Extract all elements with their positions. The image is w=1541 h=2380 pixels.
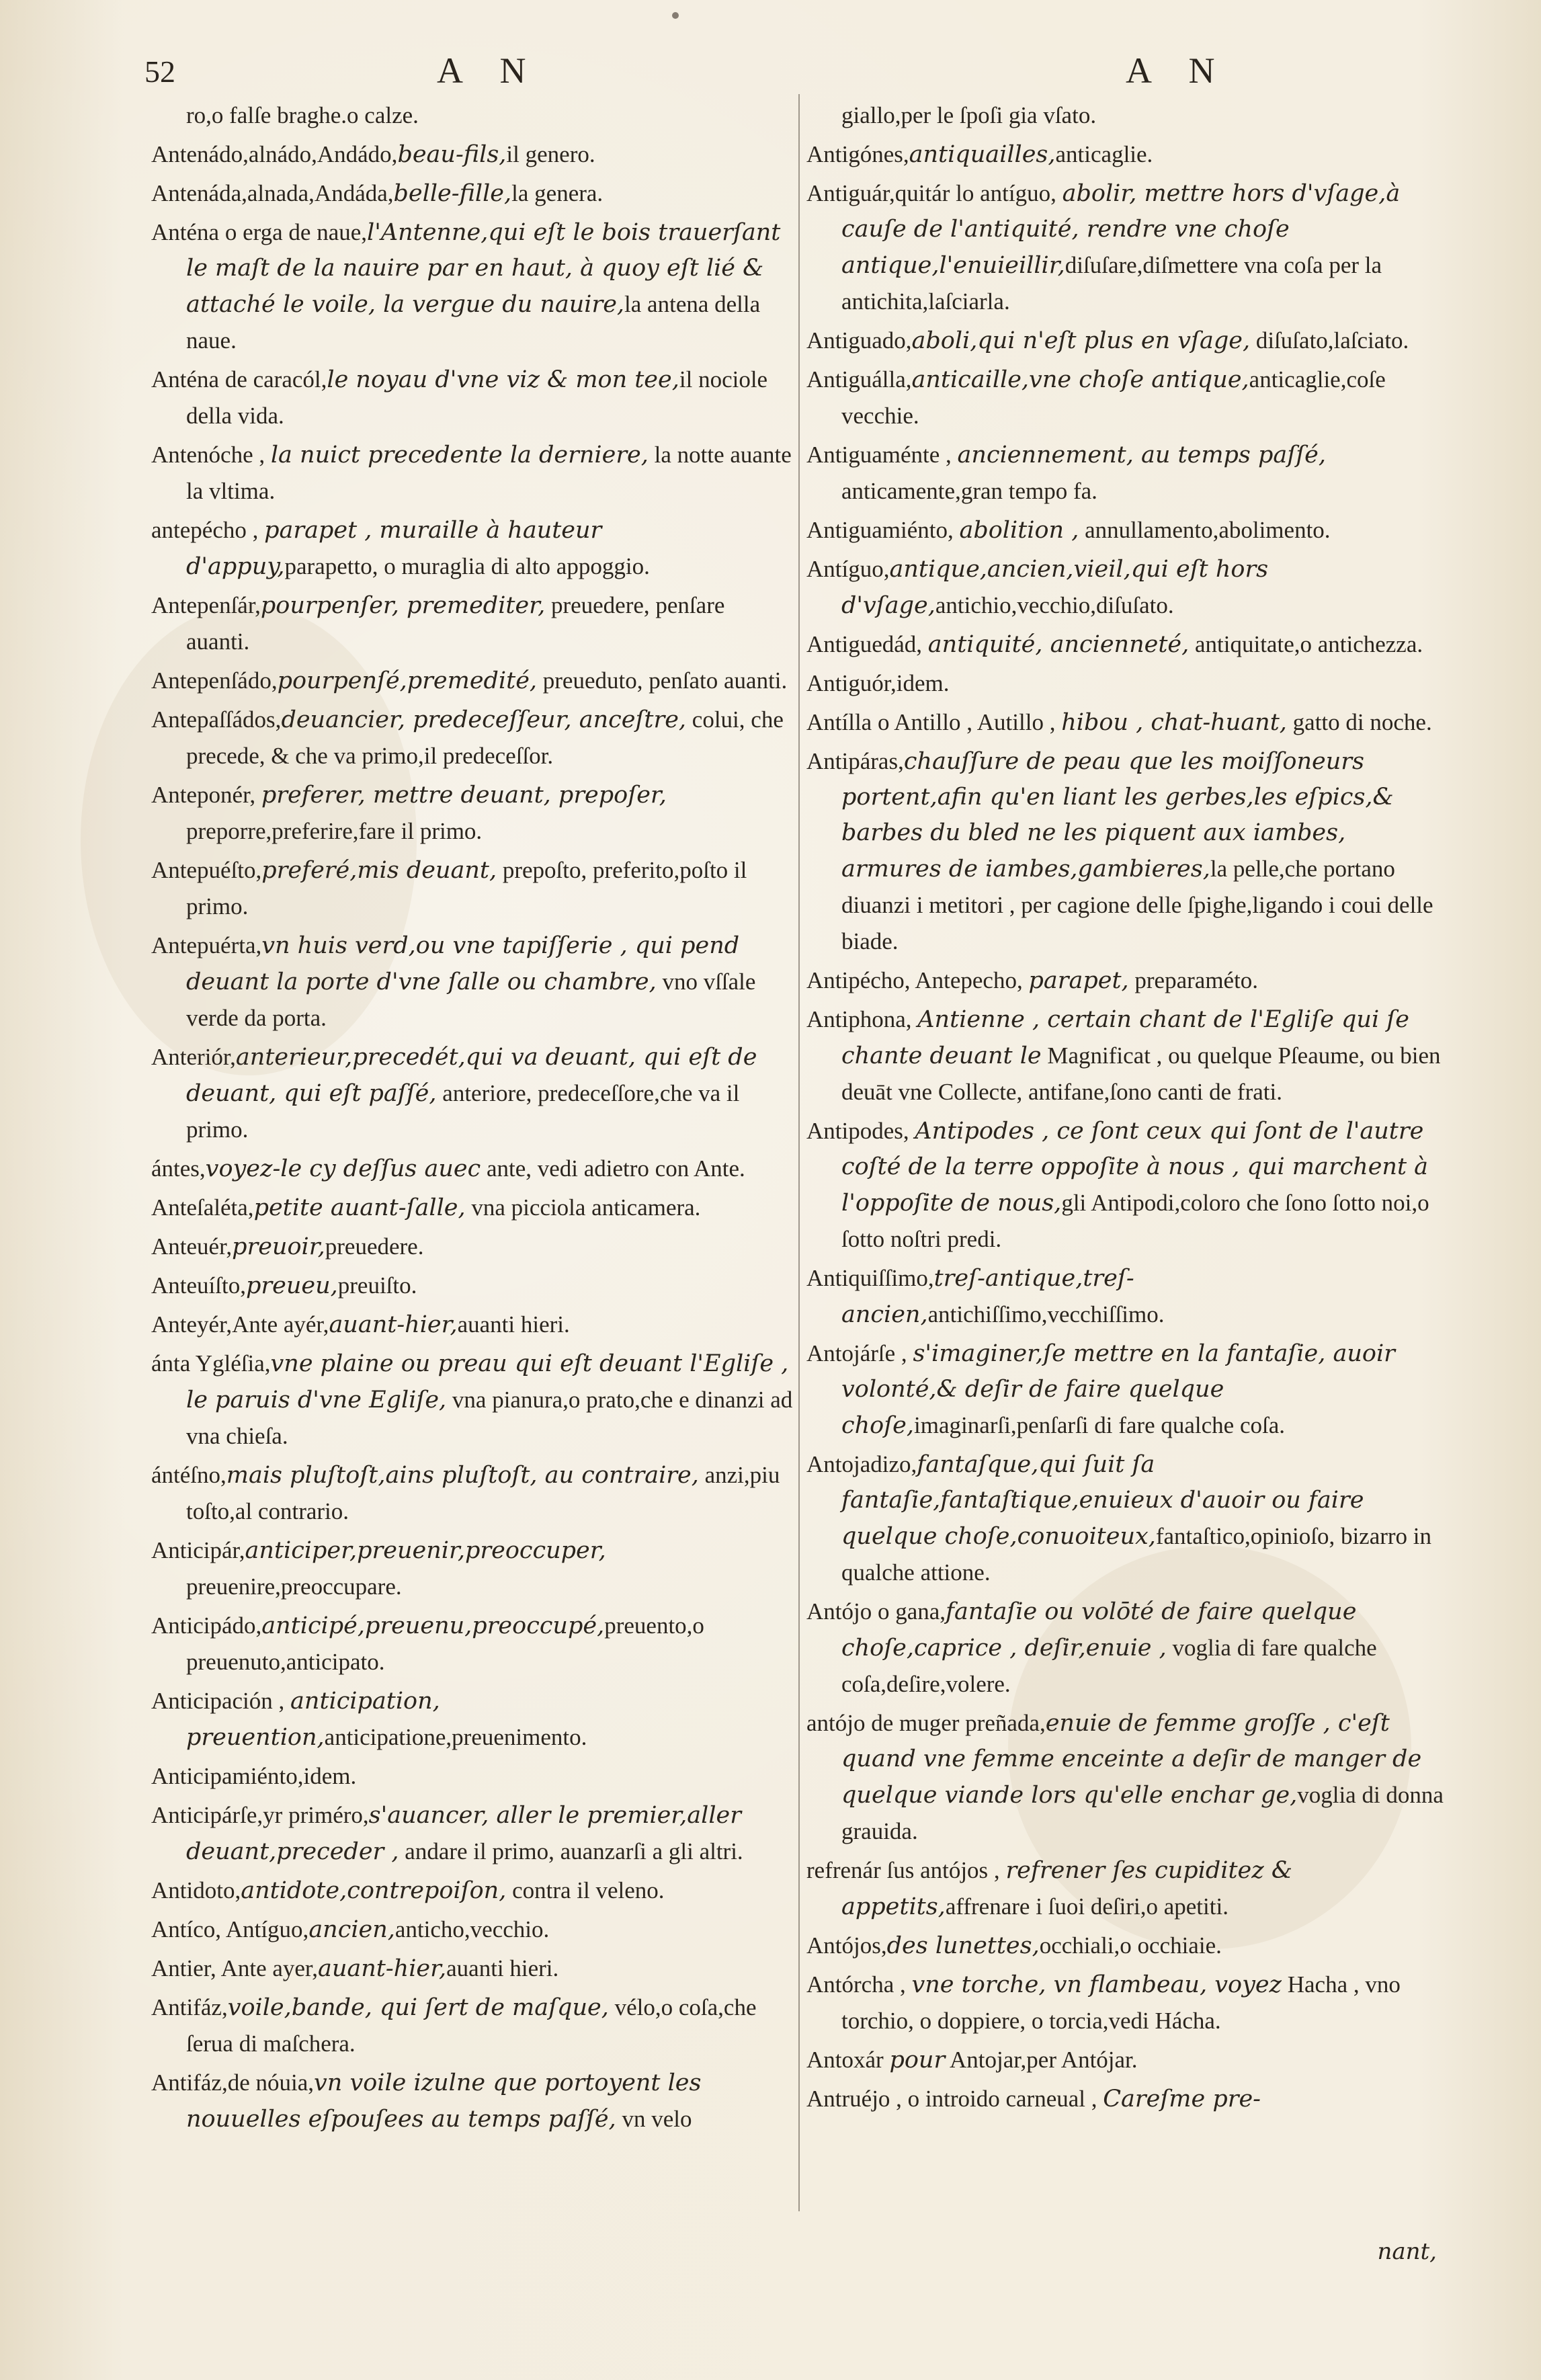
- italian-gloss: andare il primo, auanzarſi a gli altri.: [399, 1838, 743, 1864]
- headword: Antepenſár,: [151, 592, 261, 618]
- french-gloss: anticiper,preuenir,preoccuper,: [245, 1537, 606, 1564]
- italian-gloss: annullamento,abolimento.: [1079, 517, 1331, 543]
- french-gloss: Careſme pre-: [1103, 2086, 1261, 2112]
- italian-gloss: anzi,piu toſto,al contrario.: [186, 1462, 780, 1524]
- page-number: 52: [144, 54, 175, 89]
- french-gloss: s'auancer, aller le premier,aller deuant,preceder ,: [186, 1802, 742, 1865]
- dictionary-entry: [151, 1989, 793, 2062]
- headword: Antigónes,: [806, 141, 909, 167]
- italian-gloss: anticipatione,preuenimento.: [324, 1724, 587, 1750]
- french-gloss: antique,ancien,vieil,qui eſt hors d'vſage,: [841, 556, 1269, 619]
- headword: Antruéjo , o introido carneual ,: [806, 2086, 1103, 2112]
- dictionary-entry: [151, 1190, 793, 1226]
- dictionary-entry: [151, 1608, 793, 1680]
- dictionary-entry: [151, 1346, 793, 1454]
- italian-gloss: preuedere.: [325, 1233, 424, 1260]
- french-gloss: parapet , muraille à hauteur d'appuy,: [186, 517, 602, 580]
- dictionary-entry: [151, 852, 793, 925]
- dictionary-entry: [806, 1260, 1452, 1333]
- italian-gloss: diſuſato,laſciato.: [1250, 327, 1409, 354]
- dictionary-entry: [806, 97, 1452, 134]
- italian-gloss: anticamente,gran tempo fa.: [841, 478, 1097, 504]
- headword: Anteyér,Ante ayér,: [151, 1311, 329, 1338]
- italian-gloss: antichiſſimo,vecchiſſimo.: [927, 1301, 1165, 1327]
- french-gloss: Antipodes , ce ſont ceux qui ſont de l'autre coſté de la terre oppoſite à nous , qui marchent à l'oppoſite de nous,: [841, 1118, 1429, 1217]
- dictionary-entry: [806, 626, 1452, 663]
- dictionary-entry: [806, 437, 1452, 509]
- french-gloss: preferer, mettre deuant, prepoſer,: [261, 782, 667, 809]
- french-gloss: des lunettes,: [886, 1932, 1040, 1959]
- italian-gloss: idem.: [303, 1763, 357, 1789]
- italian-gloss: anteriore, predeceſſore,che va il primo.: [186, 1080, 740, 1143]
- headword: ánta Ygléſia,: [151, 1350, 271, 1377]
- french-gloss: fantaſie ou volōté de faire quelque choſe,caprice , deſir,enuie ,: [841, 1598, 1357, 1661]
- french-gloss: vne torche, vn flambeau, voyez: [911, 1971, 1282, 1998]
- french-gloss: fantaſque,qui ſuit ſa fantaſie,fantaſtique,enuieux d'auoir ou faire quelque choſe,conuoiteux,: [841, 1451, 1364, 1550]
- italian-gloss: anticho,vecchio.: [394, 1916, 550, 1942]
- headword: Antenádo,alnádo,Andádo,: [151, 141, 398, 167]
- italian-gloss: la pelle,che portano diuanzi i metitori , per cagione delle ſpighe,ligando i coui delle biade.: [841, 856, 1433, 954]
- french-gloss: pourpenſé,premedité,: [277, 667, 538, 694]
- french-gloss: beau-fils,: [397, 141, 507, 168]
- dictionary-entry: [151, 1151, 793, 1187]
- italian-gloss: vna pianura,o prato,che e dinanzi ad vna chieſa.: [186, 1387, 793, 1449]
- dictionary-entry: [151, 702, 793, 774]
- italian-gloss: vna picciola anticamera.: [465, 1194, 701, 1221]
- italian-gloss: gli Antipodi,coloro che ſono ſotto noi,o ſotto noſtri predi.: [841, 1190, 1429, 1252]
- french-gloss: anticipé,preuenu,preoccupé,: [261, 1612, 605, 1639]
- italian-gloss: giallo,per le ſpoſi gia vſato.: [841, 102, 1097, 128]
- running-head-right: A N: [1126, 50, 1230, 91]
- headword: Antifáz,: [151, 1994, 228, 2020]
- italian-gloss: prepoſto, preferito,poſto il primo.: [186, 857, 747, 919]
- french-gloss: Antienne , certain chant de l'Egliſe qui ſe chante deuant le: [841, 1006, 1409, 1069]
- french-gloss: antiquité, ancienneté,: [927, 631, 1190, 658]
- dictionary-entry: [806, 1001, 1452, 1110]
- dictionary-entry: [806, 1705, 1452, 1850]
- dictionary-entry: [151, 175, 793, 212]
- dictionary-entry: [151, 1758, 793, 1795]
- headword: Antidoto,: [151, 1877, 241, 1903]
- dictionary-entry: [806, 323, 1452, 359]
- dictionary-entry: [806, 1446, 1452, 1591]
- french-gloss: parapet,: [1028, 967, 1129, 994]
- dictionary-entry: [151, 136, 793, 173]
- french-gloss: antidote,contrepoiſon,: [241, 1877, 507, 1904]
- italian-gloss: vélo,o coſa,che ſerua di maſchera.: [186, 1994, 757, 2057]
- italian-gloss: voglia di donna grauida.: [841, 1782, 1444, 1844]
- dictionary-entry: [806, 704, 1452, 741]
- headword: Antiguór,: [806, 670, 897, 696]
- headword: Anticipárſe,yr priméro,: [151, 1802, 369, 1828]
- french-gloss: deuancier, predeceſſeur, anceſtre,: [281, 706, 687, 733]
- italian-gloss: auanti hieri.: [457, 1311, 570, 1338]
- french-gloss: hibou , chat-huant,: [1061, 709, 1287, 736]
- italian-gloss: anticaglie,coſe vecchie.: [841, 366, 1386, 429]
- headword: Antiguár,quitár lo antíguo,: [806, 180, 1063, 206]
- headword: Anténa de caracól,: [151, 366, 327, 393]
- dictionary-entry: [806, 1113, 1452, 1258]
- dictionary-entry: [806, 2042, 1452, 2078]
- headword: refrenár ſus antójos ,: [806, 1857, 1006, 1883]
- italian-gloss: la genera.: [511, 180, 603, 206]
- dictionary-entry: [151, 2065, 793, 2137]
- french-gloss: auant-hier,: [317, 1955, 447, 1982]
- dictionary-entry: [151, 214, 793, 359]
- headword: Anticipación ,: [151, 1688, 291, 1714]
- italian-gloss: preporre,preferire,fare il primo.: [186, 818, 483, 844]
- french-gloss: treſ-antique,treſ-ancien,: [841, 1265, 1134, 1328]
- dictionary-entry: [151, 1951, 793, 1987]
- headword: Antipodes,: [806, 1118, 915, 1144]
- french-gloss: anciennement, au temps paſſé,: [957, 442, 1327, 468]
- headword: Antiguado,: [806, 327, 912, 354]
- dictionary-entry: [806, 551, 1452, 624]
- french-gloss: aboli,qui n'eſt plus en vſage,: [911, 327, 1251, 354]
- page-header: [144, 47, 1475, 94]
- french-gloss: anticipation, preuention,: [186, 1688, 440, 1751]
- italian-gloss: ante, vedi adietro con Ante.: [481, 1155, 745, 1182]
- dictionary-entry: [806, 362, 1452, 434]
- dictionary-entry: [151, 437, 793, 509]
- headword: Antojadizo,: [806, 1451, 917, 1477]
- headword: Anticipár,: [151, 1537, 245, 1563]
- italian-gloss: gatto di noche.: [1286, 709, 1432, 735]
- italian-gloss: voglia di fare qualche coſa,deſire,volere.: [841, 1635, 1377, 1697]
- italian-gloss: vno vſſale verde da porta.: [186, 969, 756, 1031]
- french-gloss: preferé,mis deuant,: [261, 857, 497, 884]
- italian-gloss: anticaglie.: [1055, 141, 1153, 167]
- dictionary-entry: [806, 665, 1452, 702]
- dictionary-entry: [151, 1457, 793, 1530]
- headword: Anténa o erga de naue,: [151, 219, 368, 245]
- column-divider: [798, 94, 800, 2211]
- italian-gloss: Antojar,per Antójar.: [945, 2047, 1138, 2073]
- italian-gloss: idem.: [896, 670, 950, 696]
- french-gloss: mais pluſtoſt,ains pluſtoſt, au contraire,: [226, 1462, 699, 1489]
- headword: Anticipádo,: [151, 1612, 262, 1639]
- italian-gloss: il nociole della vida.: [186, 366, 768, 429]
- french-gloss: ancien,: [308, 1916, 395, 1943]
- dictionary-entry: [151, 1268, 793, 1304]
- dictionary-entry: [806, 962, 1452, 999]
- french-gloss: anticaille,vne choſe antique,: [911, 366, 1249, 393]
- italian-gloss: auanti hieri.: [446, 1955, 559, 1981]
- italian-gloss: la antena della naue.: [186, 291, 761, 354]
- dictionary-entry: [151, 1229, 793, 1265]
- dictionary-entry: [151, 97, 793, 134]
- italian-gloss: antichio,vecchio,diſuſato.: [935, 592, 1174, 618]
- french-gloss: s'imaginer,ſe mettre en la fantaſie, auoir volonté,& deſir de faire quelque choſe,: [841, 1340, 1395, 1439]
- dictionary-entry: [806, 743, 1452, 960]
- italian-gloss: parapetto, o muraglia di alto appoggio.: [284, 553, 650, 579]
- ink-dot: [672, 12, 679, 19]
- headword: Antílla o Antillo , Autillo ,: [806, 709, 1062, 735]
- italian-gloss: diſuſare,diſmettere vna coſa per la antichita,laſciarla.: [841, 252, 1382, 315]
- headword: antepécho ,: [151, 517, 265, 543]
- headword: Antepuéſto,: [151, 857, 262, 883]
- french-gloss: petite auant-ſalle,: [253, 1194, 466, 1221]
- french-gloss: le noyau d'vne viz & mon tee,: [327, 366, 679, 393]
- italian-gloss: affrenare i ſuoi deſiri,o apetiti.: [945, 1893, 1228, 1920]
- french-gloss: vne plaine ou preau qui eſt deuant l'Egliſe , le paruis d'vne Egliſe,: [186, 1350, 789, 1413]
- headword: Antifáz,de nóuia,: [151, 2069, 314, 2096]
- catchword: nant,: [1377, 2238, 1437, 2265]
- headword: Antórcha ,: [806, 1971, 912, 1998]
- dictionary-entry: [806, 1928, 1452, 1964]
- headword: Antoxár: [806, 2047, 890, 2073]
- french-gloss: refrener ſes cupiditez & appetits,: [841, 1857, 1292, 1920]
- italian-gloss: preueduto, penſato auanti.: [537, 667, 788, 694]
- french-gloss: anterieur,precedét,qui va deuant, qui eſt de deuant, qui eſt paſſé,: [186, 1044, 757, 1107]
- italian-gloss: vn velo: [616, 2106, 692, 2132]
- left-column: [151, 97, 793, 2235]
- french-gloss: vn voile izulne que portoyent les nouuelles eſpouſees au temps paſſé,: [186, 2069, 702, 2133]
- dictionary-entry: [151, 1797, 793, 1870]
- french-gloss: la nuict precedente la derniere,: [270, 442, 649, 468]
- italian-gloss: la notte auante la vltima.: [186, 442, 792, 504]
- dictionary-entry: [806, 512, 1452, 548]
- headword: Antiguálla,: [806, 366, 912, 393]
- headword: Anteponér,: [151, 782, 261, 808]
- dictionary-entry: [151, 1873, 793, 1909]
- dictionary-entry: [806, 175, 1452, 320]
- headword: Antipécho, Antepecho,: [806, 967, 1029, 993]
- dictionary-entry: [151, 512, 793, 585]
- headword: Anteuér,: [151, 1233, 233, 1260]
- running-head-left: A N: [437, 50, 541, 91]
- headword: Antiguaménte ,: [806, 442, 958, 468]
- italian-gloss: ro,o falſe braghe.o calze.: [186, 102, 419, 128]
- headword: Anteſaléta,: [151, 1194, 254, 1221]
- french-gloss: auant-hier,: [329, 1311, 458, 1338]
- dictionary-entry: [151, 1532, 793, 1605]
- headword: Anticipamiénto,: [151, 1763, 304, 1789]
- dictionary-entry: [151, 1683, 793, 1756]
- headword: Antiquiſſimo,: [806, 1265, 934, 1291]
- italian-gloss: contra il veleno.: [506, 1877, 665, 1903]
- italian-gloss: preuiſto.: [337, 1272, 417, 1299]
- dictionary-entry: [151, 362, 793, 434]
- headword: Antójos,: [806, 1932, 887, 1959]
- french-gloss: pourpenſer, premediter,: [260, 592, 546, 619]
- french-gloss: voile,bande, qui ſert de maſque,: [227, 1994, 609, 2021]
- french-gloss: pour: [889, 2047, 946, 2074]
- headword: Antiguedád,: [806, 631, 928, 657]
- right-column: [806, 97, 1452, 2235]
- dictionary-entry: [806, 1852, 1452, 1925]
- headword: Antiguamiénto,: [806, 517, 960, 543]
- italian-gloss: preuedere, penſare auanti.: [186, 592, 725, 655]
- headword: Anteriór,: [151, 1044, 236, 1070]
- dictionary-entry: [151, 1039, 793, 1148]
- headword: Antenóche ,: [151, 442, 271, 468]
- dictionary-entry: [806, 2081, 1452, 2117]
- french-gloss: preueu,: [245, 1272, 338, 1299]
- french-gloss: l'Antenne,qui eſt le bois trauerſant le maſt de la nauire par en haut, à quoy eſt lié & attaché le voile, la vergue du nauire,: [186, 219, 781, 318]
- dictionary-entry: [151, 1307, 793, 1343]
- italian-gloss: fantaſtico,opinioſo, bizarro in qualche attione.: [841, 1523, 1432, 1586]
- french-gloss: preuoir,: [232, 1233, 325, 1260]
- italian-gloss: imaginarſi,penſarſi di fare qualche coſa.: [914, 1412, 1285, 1438]
- dictionary-entry: [806, 136, 1452, 173]
- french-gloss: abolir, mettre hors d'vſage,à cauſe de l'antiquité, rendre vne choſe antique,l'enuieillir,: [841, 180, 1401, 279]
- italian-gloss: antiquitate,o antichezza.: [1189, 631, 1423, 657]
- french-gloss: belle-fille,: [393, 180, 512, 207]
- italian-gloss: preparaméto.: [1128, 967, 1259, 993]
- dictionary-entry: [151, 1912, 793, 1948]
- headword: ántes,: [151, 1155, 206, 1182]
- italian-gloss: Magnificat , ou quelque Pſeaume, ou bien deuāt vne Collecte, antifane,ſono canti de frati.: [841, 1042, 1441, 1105]
- dictionary-entry: [806, 1336, 1452, 1444]
- headword: Antojárſe ,: [806, 1340, 913, 1366]
- dictionary-entry: [806, 1967, 1452, 2039]
- dictionary-entry: [151, 777, 793, 850]
- headword: Antiphona,: [806, 1006, 918, 1032]
- headword: Antíco, Antíguo,: [151, 1916, 309, 1942]
- french-gloss: voyez-le cy deſſus auec: [205, 1155, 481, 1182]
- headword: Anteuíſto,: [151, 1272, 246, 1299]
- french-gloss: antiquailles,: [909, 141, 1056, 168]
- italian-gloss: preuento,o preuenuto,anticipato.: [186, 1612, 704, 1675]
- italian-gloss: colui, che precede, & che va primo,il predeceſſor.: [186, 706, 784, 769]
- dictionary-entry: [151, 587, 793, 660]
- dictionary-entry: [151, 928, 793, 1036]
- headword: Antepuérta,: [151, 932, 262, 958]
- french-gloss: enuie de femme groſſe , c'eſt quand vne femme enceinte a deſir de manger de quelque viande lors qu'elle enchar ge,: [841, 1710, 1422, 1809]
- headword: Antójo o gana,: [806, 1598, 946, 1625]
- headword: ántéſno,: [151, 1462, 226, 1488]
- headword: Antenáda,alnada,Andáda,: [151, 180, 394, 206]
- headword: Antepenſádo,: [151, 667, 278, 694]
- headword: Antipáras,: [806, 748, 904, 774]
- italian-gloss: preuenire,preoccupare.: [186, 1573, 402, 1600]
- french-gloss: abolition ,: [959, 517, 1079, 544]
- dictionary-entry: [806, 1594, 1452, 1702]
- italian-gloss: Hacha , vno torchio, o doppiere, o torcia,vedi Hácha.: [841, 1971, 1401, 2034]
- italian-gloss: occhiali,o occhiaie.: [1039, 1932, 1222, 1959]
- headword: Antier, Ante ayer,: [151, 1955, 318, 1981]
- headword: Antepaſſádos,: [151, 706, 282, 733]
- french-gloss: vn huis verd,ou vne tapiſſerie , qui pend deuant la porte d'vne ſalle ou chambre,: [186, 932, 740, 995]
- italian-gloss: il genero.: [506, 141, 595, 167]
- french-gloss: chauſſure de peau que les moiſſoneurs portent,afin qu'en liant les gerbes,les eſpics,& barbes du bled ne les piquent aux iambes, armures de iambes,gambieres,: [841, 748, 1394, 883]
- dictionary-entry: [151, 663, 793, 699]
- headword: antójo de muger preñada,: [806, 1710, 1046, 1736]
- headword: Antíguo,: [806, 556, 890, 582]
